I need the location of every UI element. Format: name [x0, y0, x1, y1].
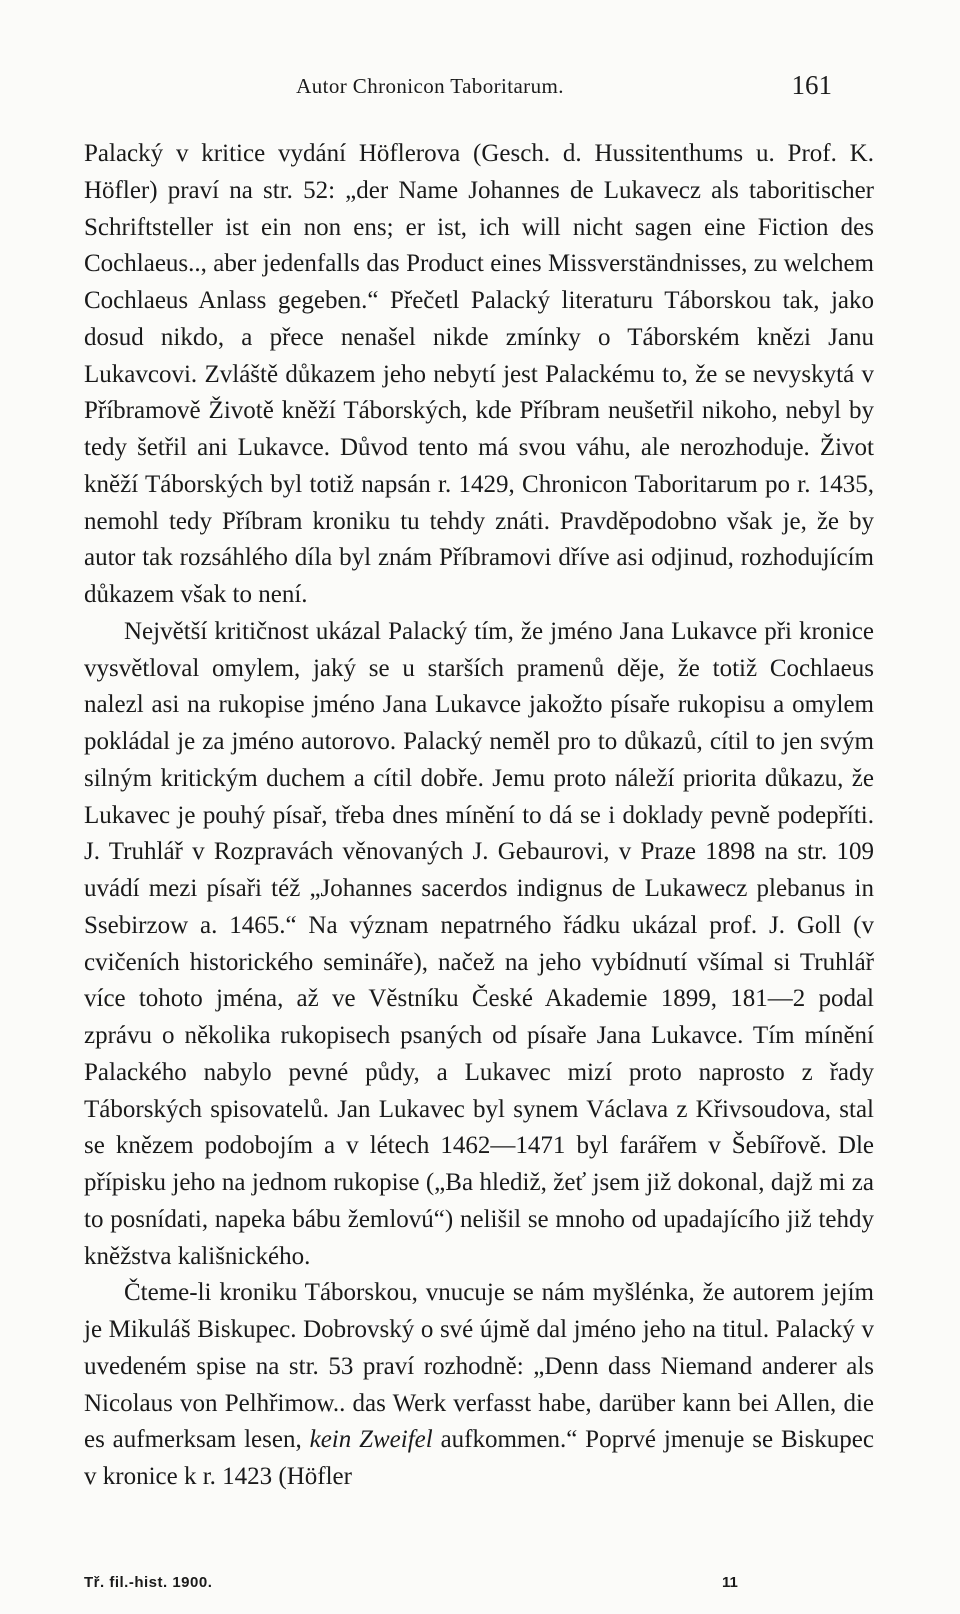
- page-footer: [0, 1574, 960, 1602]
- paragraph: [84, 614, 874, 1276]
- italic-phrase: kein Zweifel: [309, 1426, 433, 1454]
- page-number: 161: [791, 70, 832, 100]
- sheet-number: 11: [722, 1574, 738, 1591]
- running-title: Autor Chronicon Taboritarum.: [296, 74, 564, 98]
- paragraph: [84, 1275, 874, 1496]
- paragraph: [84, 136, 874, 614]
- text-run: Největší kritičnost ukázal Palacký tím, že jméno Jana Lukavce při kronice vysvětloval omylem, jaký se u starších pramenů děje, že totiž Cochlaeus nalezl asi na rukopise jméno Jana Lukavce jakožto písaře rukopisu a omylem pokládal je za jméno autorovo. Palacký neměl pro to důkazů, cítil to jen svým silným kritickým duchem a cítil dobře. Jemu proto náleží priorita důkazu, že Lukavec je pouhý písař, třeba dnes mínění to dá se i doklady pevně podepříti. J. Truhlář v Rozpravách věnovaných J. Gebaurovi, v Praze 1898 na str. 109 uvádí mezi písaři též „Johannes sacerdos indignus de Lukawecz plebanus in Ssebirzow a. 1465.“ Na význam nepatrného řádku ukázal prof. J. Goll (v cvičeních historického semináře), načež na jeho vybídnutí všímal si Truhlář více tohoto jména, až ve Věstníku České Akademie 1899, 181—2 podal zprávu o několika rukopisech psaných od písaře Jana Lukavce. Tím mínění Palackého nabylo pevné půdy, a Lukavec mizí proto naprosto z řady Táborských spisovatelů. Jan Lukavec byl synem Václava z Křivsoudova, stal se knězem podobojím a v létech 1462—1471 byl farářem v Šebířově. Dle přípisku jeho na jednom rukopise („Ba hlediž, žeť jsem již dokonal, dajž mi za to posnídati, napeka bábu žemlovú“) nelišil se mnoho od upadajícího již tehdy kněžstva kališnického.: [84, 617, 874, 1270]
- printer-signature: Tř. fil.-hist. 1900.: [84, 1574, 213, 1591]
- running-head: [0, 70, 960, 110]
- text-run: Čteme-li kroniku Táborskou, vnucuje se nám myšlénka, že autorem jejím je Mikuláš Biskupec. Dobrovský o své újmě dal jméno jeho na titul. Palacký v uvedeném spise na str. 53 praví rozhodně: „Denn dass Niemand anderer als Nicolaus von Pelhřimow.. das Werk verfasst habe, darüber kann bei Allen, die es aufmerksam lesen,: [84, 1279, 874, 1454]
- body-text: [84, 136, 874, 1496]
- text-run: Palacký v kritice vydání Höflerova (Gesch. d. Hussitenthums u. Prof. K. Höfler) praví na str. 52: „der Name Johannes de Lukavecz als taboritischer Schriftsteller ist ein non ens; er ist, ich will nicht sagen eine Fiction des Cochlaeus.., aber jedenfalls das Product eines Missverständnisses, zu welchem Cochlaeus Anlass gegeben.“ Přečetl Palacký literaturu Táborskou tak, jako dosud nikdo, a přece nenašel nikde zmínky o Táborském knězi Janu Lukavcovi. Zvláště důkazem jeho nebytí jest Palackému to, že se nevyskytá v Příbramově Životě kněží Táborských, kde Příbram neušetřil nikoho, nebyl by tedy šetřil ani Lukavce. Důvod tento má svou váhu, ale nerozhoduje. Život kněží Táborských byl totiž napsán r. 1429, Chronicon Taboritarum po r. 1435, nemohl tedy Příbram kroniku tu tehdy znáti. Pravděpodobno však je, že by autor tak rozsáhlého díla byl znám Příbramovi dříve asi odjinud, rozhodujícím důkazem však to není.: [84, 140, 874, 608]
- text-run: aufkommen.“ Poprvé jmenuje se Biskupec v kronice k r. 1423 (Höfler: [84, 1426, 874, 1490]
